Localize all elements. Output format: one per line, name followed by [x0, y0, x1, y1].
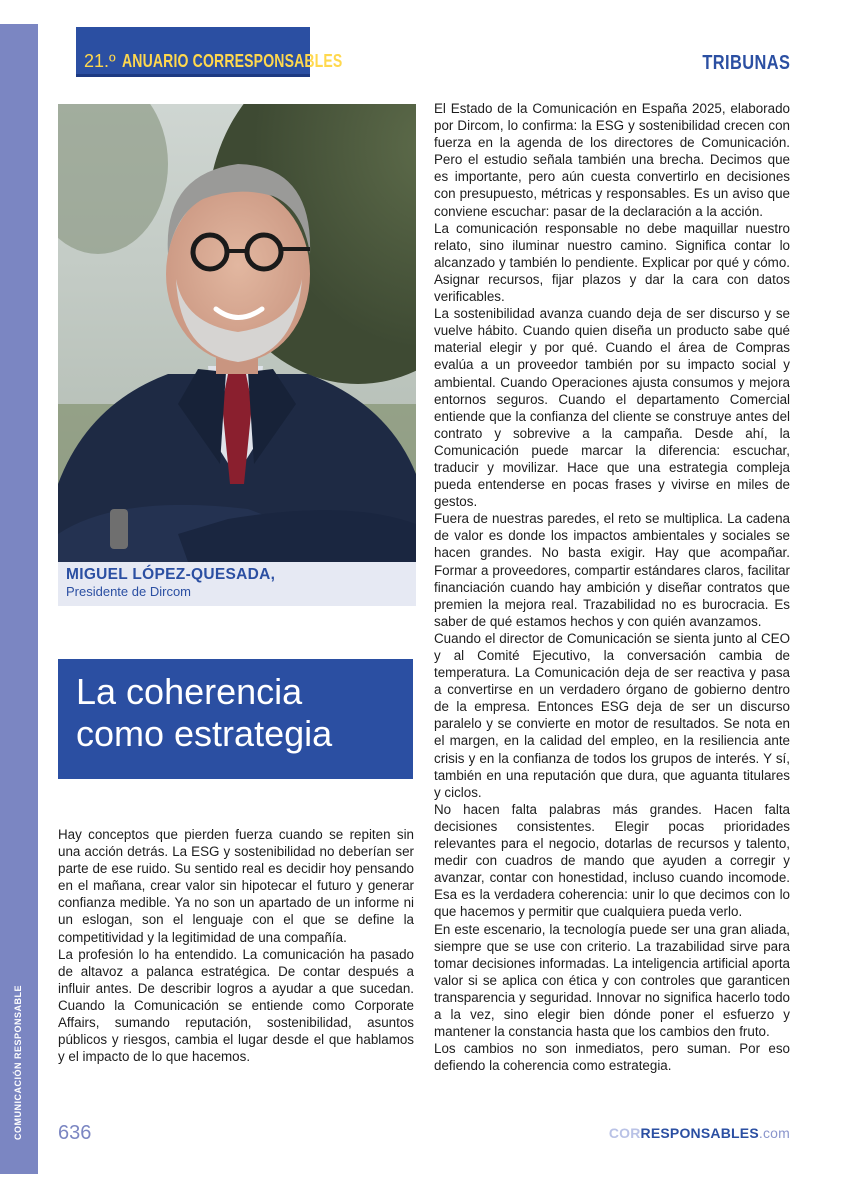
paragraph: Hay conceptos que pierden fuerza cuando se repiten sin una acción detrás. La ESG y sostenibilidad no deberían ser parte de ese ruido. Su sentido real es decidir hoy pensando en el mañana, crear valor sin hipotecar el futuro y generar confianza medible. Ya no son un apartado de un informe ni un eslogan, son el lenguaje con el que se define la competitividad y la legitimidad de una compañía.	[58, 827, 414, 945]
article-column-left	[58, 826, 414, 1065]
paragraph: La sostenibilidad avanza cuando deja de ser discurso y se vuelve hábito. Cuando quien diseña un producto sabe qué material elegir y por qué. Cuando el área de Compras evalúa a un proveedor también por su impacto social y ambiental. Cuando Operaciones ajusta consumos y mejora entornos seguros. Cuando el departamento Comercial entiende que la confianza del cliente se construye antes del contrato y sobrevive a la campaña. Desde ahí, la Comunicación puede marcar la diferencia: escuchar, traducir y movilizar. Hace que una estrategia compleja pueda entenderse en pocas frases y vivirse en miles de gestos.	[434, 306, 790, 510]
article-column-right	[434, 100, 790, 1074]
author-name: MIGUEL LÓPEZ-QUESADA,	[66, 566, 276, 583]
yearbook-title: ANUARIO CORRESPONSABLES	[121, 51, 343, 71]
yearbook-badge	[76, 27, 343, 77]
yearbook-number: 21.º	[84, 51, 116, 71]
paragraph: La comunicación responsable no debe maquillar nuestro relato, sino iluminar nuestro camino. Significa contar lo alcanzado y también lo pendiente. Explicar por qué y cómo. Asignar recursos, fijar plazos y dar la cara con datos verificables.	[434, 220, 790, 305]
brand-part: COR	[608, 1125, 641, 1141]
headline-line-2: como estrategia	[76, 713, 333, 754]
sidebar-section-label: COMUNICACIÓN RESPONSABLE	[13, 984, 23, 1140]
footer-brand-url[interactable]	[609, 1125, 790, 1141]
headline-line-1: La coherencia	[76, 671, 303, 712]
brand-part: .com	[758, 1125, 790, 1141]
section-title: TRIBUNAS	[701, 52, 790, 74]
paragraph: Cuando el director de Comunicación se sienta junto al CEO y al Comité Ejecutivo, la conversación cambia de temperatura. La Comunicación deja de ser reactiva y pasa a convertirse en un verdadero órgano de gobierno dentro de la empresa. Entonces ESG deja de ser un discurso paralelo y se convierte en motor de resultados. Se nota en el margen, en la calidad del empleo, en la resiliencia ante crisis y en la confianza de todos los grupos de interés. Y sí, también en una reputación que dura, que aguanta titulares y ciclos.	[434, 630, 790, 800]
paragraph: En este escenario, la tecnología puede ser una gran aliada, siempre que se use con criterio. La trazabilidad sirve para tomar decisiones informadas. La inteligencia artificial aporta valor si se aplica con ética y con controles que garanticen transparencia y seguridad. Innovar no significa hacerlo todo a la vez, sino elegir bien dónde poner el esfuerzo y mantener la constancia hasta que los cambios den fruto.	[434, 921, 790, 1040]
author-caption	[58, 562, 416, 606]
paragraph: No hacen falta palabras más grandes. Hacen falta decisiones consistentes. Elegir pocas prioridades relevantes para el negocio, dotarlas de recursos y talento, medir con cuadros de mando que ayuden a corregir y avanzar, contar con honestidad, incluso cuando incomode. Esa es la verdadera coherencia: unir lo que decimos con lo que hacemos y permitir que cualquiera pueda verlo.	[434, 801, 790, 920]
paragraph: La profesión lo ha entendido. La comunicación ha pasado de altavoz a palanca estratégica. De contar después a influir antes. De describir logros a ayudar a que sucedan. Cuando la Comunicación se entiende como Corporate Affairs, sumando reputación, sostenibilidad, asuntos públicos y riesgos, cambia el lugar desde el que hablamos y el impacto de lo que hacemos.	[58, 946, 414, 1065]
paragraph: El Estado de la Comunicación en España 2025, elaborado por Dircom, lo confirma: la ESG y sostenibilidad crecen con fuerza en la agenda de los directores de Comunicación. Pero el estudio señala también una brecha. Decimos que es importante, pero aún cuesta convertirlo en decisiones con presupuesto, métricas y responsables. Es un aviso que conviene escuchar: pasar de la declaración a la acción.	[434, 101, 790, 219]
paragraph: Los cambios no son inmediatos, pero suman. Por eso defiendo la coherencia como estrategia.	[434, 1041, 790, 1074]
author-portrait-photo	[58, 104, 416, 562]
headline-box	[58, 659, 413, 779]
author-role: Presidente de Dircom	[66, 584, 191, 599]
paragraph: Fuera de nuestras paredes, el reto se multiplica. La cadena de valor es donde los impactos ambientales y sociales se hacen grandes. No basta exigir. Hay que acompañar. Formar a proveedores, compartir estándares claros, facilitar financiación cuando hay ambición y diseñar contratos que premien la mejora real. Trazabilidad no es burocracia. Es saber de qué estamos hechos y con quién avanzamos.	[434, 511, 790, 629]
page-number: 636	[58, 1122, 92, 1144]
brand-part: RESPONSABLES	[640, 1125, 759, 1141]
